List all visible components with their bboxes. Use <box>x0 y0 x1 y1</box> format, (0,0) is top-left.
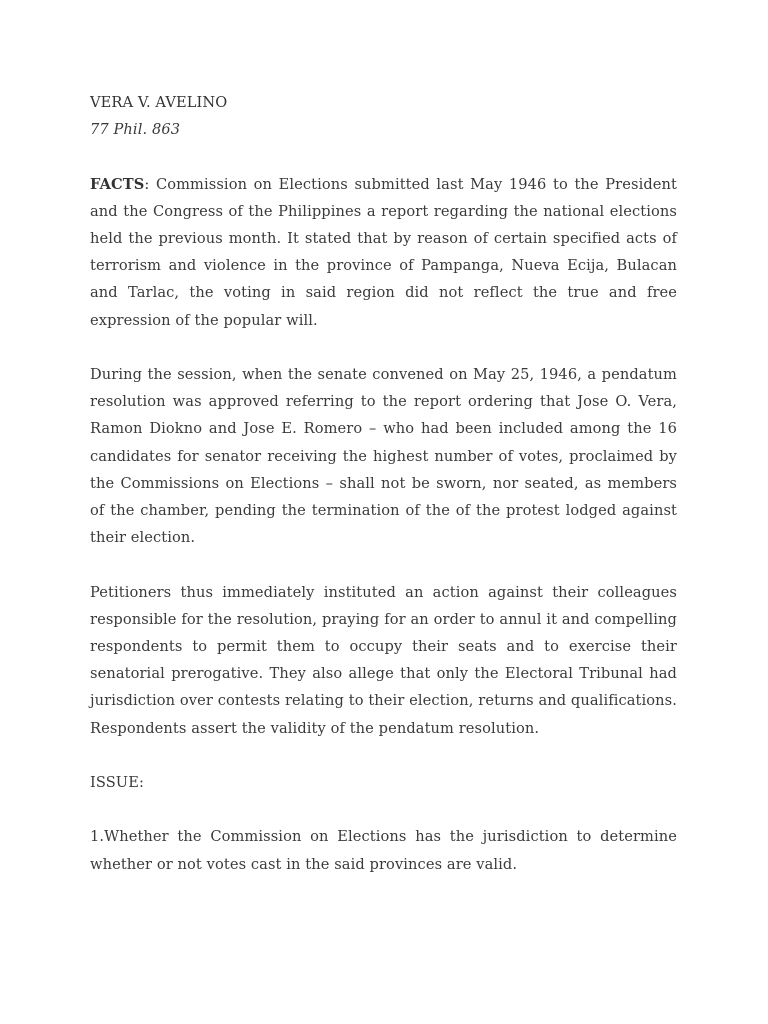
facts-paragraph <box>90 171 677 334</box>
document-page <box>90 89 677 905</box>
facts-label: FACTS <box>90 175 145 193</box>
issue-item-1: 1.Whether the Commission on Elections has the jurisdiction to determine whether or not votes cast in the said provinces are valid. <box>90 828 677 873</box>
session-paragraph: During the session, when the senate convened on May 25, 1946, a pendatum resolution was approved referring to the report ordering that Jose O. Vera, Ramon Diokno and Jose E. Romero – who had been included among the 16 candidates for senator receiving the highest number of votes, proclaimed by the Commissions on Elections – shall not be sworn, nor seated, as members of the chamber, pending the termination of the of the protest lodged against their election. <box>90 366 677 547</box>
case-citation: 77 Phil. 863 <box>90 121 181 139</box>
issue-heading: ISSUE: <box>90 774 144 792</box>
facts-text: : Commission on Elections submitted last May 1946 to the President and the Congress of the Philippines a report regarding the national elections held the previous month. It stated that by reason of certain specified acts of terrorism and violence in the province of Pampanga, Nueva Ecija, Bulacan and Tarlac, the voting in said region did not reflect the true and free expression of the popular will. <box>90 175 677 329</box>
petitioners-paragraph: Petitioners thus immediately instituted an action against their colleagues responsible for the resolution, praying for an order to annul it and compelling respondents to permit them to occupy their seats and to exercise their senatorial prerogative. They also allege that only the Electoral Tribunal had jurisdiction over contests relating to their election, returns and qualifications. Respondents assert the validity of the pendatum resolution. <box>90 583 677 737</box>
case-title: VERA V. AVELINO <box>90 94 228 111</box>
